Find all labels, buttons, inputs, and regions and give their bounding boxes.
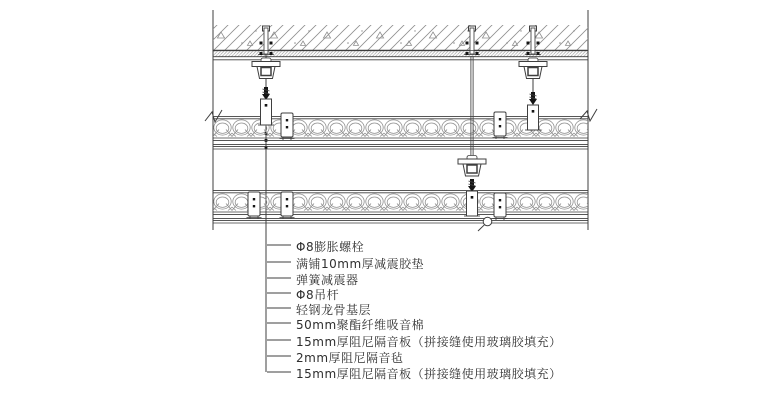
magnifier-icon: [478, 217, 492, 231]
hanger-clip: [493, 112, 508, 139]
hanger-clip: [280, 192, 295, 219]
annotation-text: Φ8吊杆: [296, 288, 340, 302]
spring-coil: [468, 179, 476, 192]
spring-damper: [519, 58, 547, 79]
annotation-text: Φ8膨胀螺栓: [296, 240, 365, 254]
keel-top-lines: [213, 191, 588, 193]
annotation-row: [296, 271, 359, 286]
annotation-row: [296, 333, 562, 348]
sound-board-lines: [213, 138, 588, 149]
annotation-text: 50mm聚酯纤维吸音棉: [296, 318, 425, 332]
annotation-text: 15mm厚阻尼隔音板（拼接缝使用玻璃胶填充）: [296, 367, 562, 381]
annotation-row: [296, 365, 562, 380]
spring-damper: [458, 156, 486, 177]
annotation-row: [296, 286, 339, 301]
annotation-row: [296, 349, 404, 364]
spring-damper: [252, 58, 280, 79]
lower-ceiling-layer: [213, 191, 588, 223]
annotation-text: 2mm厚阻尼隔音毡: [296, 351, 404, 365]
annotation-text: 15mm厚阻尼隔音板（拼接缝使用玻璃胶填充）: [296, 335, 562, 349]
sound-board-lines: [213, 212, 588, 223]
hanger-bracket: [467, 191, 478, 216]
spring-coil: [262, 87, 270, 100]
hanger-clip: [280, 113, 295, 140]
hanger-clip: [493, 193, 508, 220]
annotation-text: 满铺10mm厚减震胶垫: [296, 257, 425, 271]
hanger-clip: [247, 192, 262, 219]
annotation-row: [296, 238, 364, 253]
annotation-row: [296, 255, 424, 270]
hanger-bracket: [528, 105, 539, 130]
annotation-row: [296, 301, 371, 316]
spring-coil: [529, 92, 537, 105]
annotation-row: [296, 316, 424, 331]
hanger-rod: [471, 56, 473, 158]
annotation-text: 弹簧减震器: [296, 273, 359, 287]
annotation-text: 轻钢龙骨基层: [296, 303, 372, 317]
hanger-bracket: [261, 99, 272, 125]
sound-absorbing-batt: [213, 193, 588, 211]
